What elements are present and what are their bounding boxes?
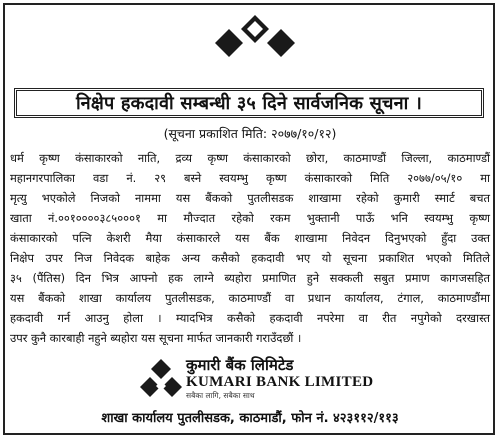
bank-name-nepali: कुमारी बैंक लिमिटेड [186,356,294,374]
body-line: महानगरपालिका वडा नं. २९ बस्ने स्वयम्भु कृष्ण कंसाकारको मिति २०७७/०५/१० मा [10,171,490,185]
bank-tagline: सबैका लागि, सबैका साथ [186,391,255,400]
body-line: मृत्यु भएकोले निजको नाममा यस बैंकको पुतलीसडक शाखामा रहेको कुमारी स्मार्ट बचत [10,191,490,205]
kumari-diamond-emblem-icon [140,357,182,399]
bank-name-english: KUMARI BANK LIMITED [186,374,374,390]
notice-title: निक्षेप हकदावी सम्बन्धी ३५ दिने सार्वजनिक सूचना । [75,93,422,114]
notice-body [10,148,490,348]
notice-title-box [14,88,484,118]
body-line: ३५ (पैंतिस) दिन भित्र आफ्नो हक लाग्ने ब्यहोरा प्रमाणित हुने सक्कली सबुत प्रमाण कागजसहित [10,271,490,285]
bank-logo-block [140,355,374,403]
body-line: हकदावी गर्न आउनु होला । म्यादभित्र कसैको हकदावी नपरेमा वा रीत नपुगेको दरखास्त [10,311,490,325]
body-line: कंसाकारको पत्नि केशरी मैया कंसाकारले यस बैंक शाखामा निवेदन दिनुभएको हुँदा उक्त [10,231,490,245]
body-line: निक्षेप उपर निज निवेदक बाहेक अन्य कसैको हकदावी भए यो सूचना प्रकाशित भएको मितिले [10,251,490,265]
body-line: उपर कुनै कारबाही नहुने ब्यहोरा यस सूचना मार्फत जानकारी गराउँदछौं । [10,331,302,345]
publication-date: (सूचना प्रकाशित मिति: २०७७/१०/१२) [163,126,337,141]
body-line: यस बैंकको शाखा कार्यालय पुतलीसडक, काठमाण्डौं वा प्रधान कार्यालय, टंगाल, काठमाण्डौंमा [10,291,490,305]
branch-address-footer: शाखा कार्यालय पुतलीसडक, काठमाडौं, फोन नं. ४२३११२/११३ [101,411,399,426]
body-line: धर्म कृष्ण कंसाकारको नाति, द्रव्य कृष्ण कंसाकारको छोरा, काठमाण्डौं जिल्ला, काठमाण्डौं [10,151,490,165]
body-line: खाता नं.००१००००३८५०००१ मा मौज्दात रहेको रकम भुक्तानी पाऊँ भनि स्वयम्भु कृष्ण [10,211,490,225]
three-diamond-logo-icon [205,13,305,57]
